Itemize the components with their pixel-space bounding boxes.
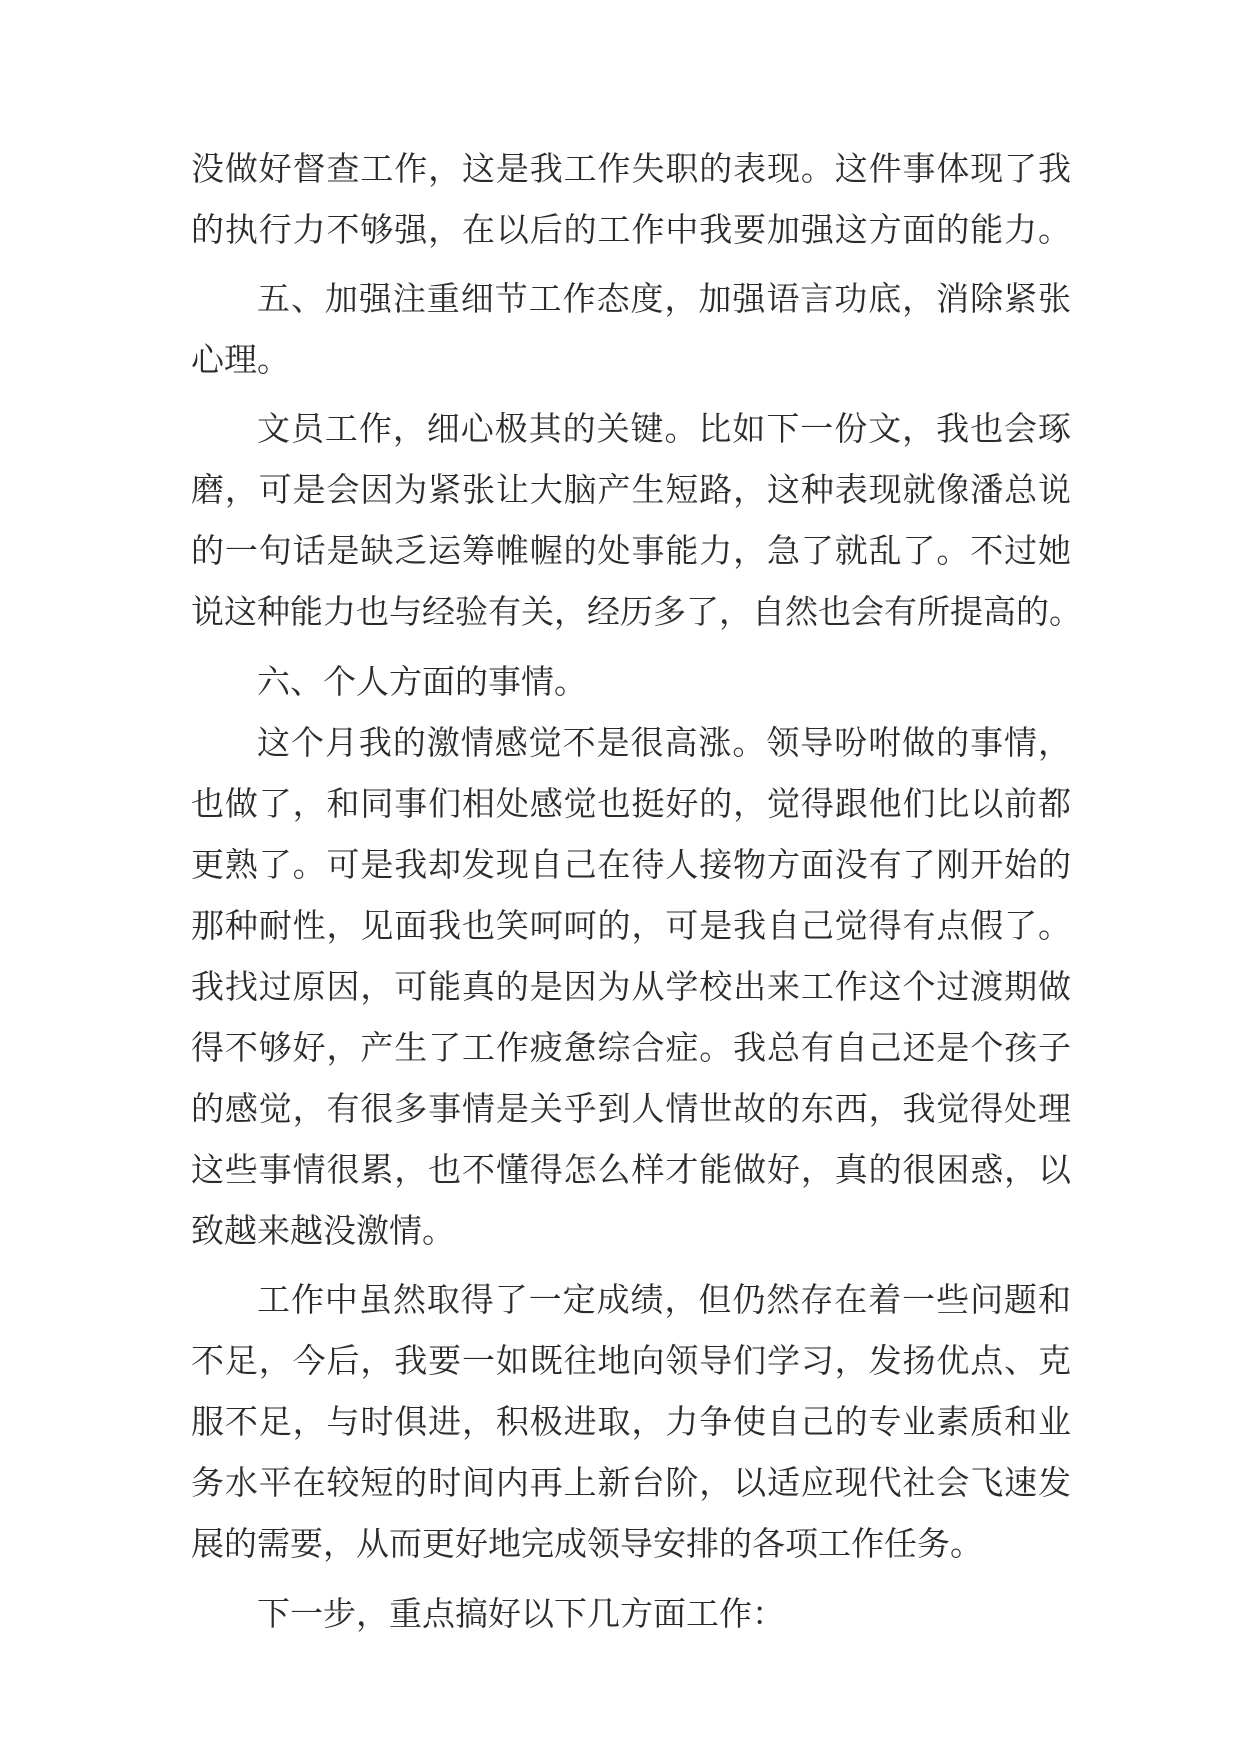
- text-line-22: 务水平在较短的时间内再上新台阶，以适应现代社会飞速发: [191, 1463, 1071, 1502]
- text-line-14: 我找过原因，可能真的是因为从学校出来工作这个过渡期做: [191, 967, 1071, 1006]
- text-line-4: 心理。: [191, 340, 290, 379]
- text-line-1: 没做好督查工作，这是我工作失职的表现。这件事体现了我: [191, 149, 1071, 188]
- text-line-13: 那种耐性，见面我也笑呵呵的，可是我自己觉得有点假了。: [191, 906, 1071, 945]
- text-line-6: 磨，可是会因为紧张让大脑产生短路，这种表现就像潘总说: [191, 470, 1071, 509]
- text-line-2: 的执行力不够强，在以后的工作中我要加强这方面的能力。: [191, 210, 1071, 249]
- text-line-19: 工作中虽然取得了一定成绩，但仍然存在着一些问题和: [257, 1280, 1071, 1319]
- text-line-24: 下一步，重点搞好以下几方面工作：: [257, 1594, 785, 1633]
- text-line-17: 这些事情很累，也不懂得怎么样才能做好，真的很困惑，以: [191, 1150, 1071, 1189]
- text-line-7: 的一句话是缺乏运筹帷幄的处事能力，急了就乱了。不过她: [191, 531, 1071, 570]
- text-line-20: 不足，今后，我要一如既往地向领导们学习，发扬优点、克: [191, 1341, 1071, 1380]
- text-line-16: 的感觉，有很多事情是关乎到人情世故的东西，我觉得处理: [191, 1089, 1071, 1128]
- text-line-18: 致越来越没激情。: [191, 1211, 455, 1250]
- text-line-15: 得不够好，产生了工作疲惫综合症。我总有自己还是个孩子: [191, 1028, 1071, 1067]
- text-line-8: 说这种能力也与经验有关，经历多了，自然也会有所提高的。: [191, 592, 1082, 631]
- section-heading-6: 六、个人方面的事情。: [257, 662, 587, 701]
- text-line-11: 也做了，和同事们相处感觉也挺好的，觉得跟他们比以前都: [191, 784, 1071, 823]
- text-line-12: 更熟了。可是我却发现自己在待人接物方面没有了刚开始的: [191, 845, 1071, 884]
- section-heading-5: 五、加强注重细节工作态度，加强语言功底，消除紧张: [257, 279, 1071, 318]
- text-line-10: 这个月我的激情感觉不是很高涨。领导吩咐做的事情，: [257, 723, 1071, 762]
- text-line-23: 展的需要，从而更好地完成领导安排的各项工作任务。: [191, 1524, 983, 1563]
- text-line-21: 服不足，与时俱进，积极进取，力争使自己的专业素质和业: [191, 1402, 1071, 1441]
- text-line-5: 文员工作，细心极其的关键。比如下一份文，我也会琢: [257, 409, 1071, 448]
